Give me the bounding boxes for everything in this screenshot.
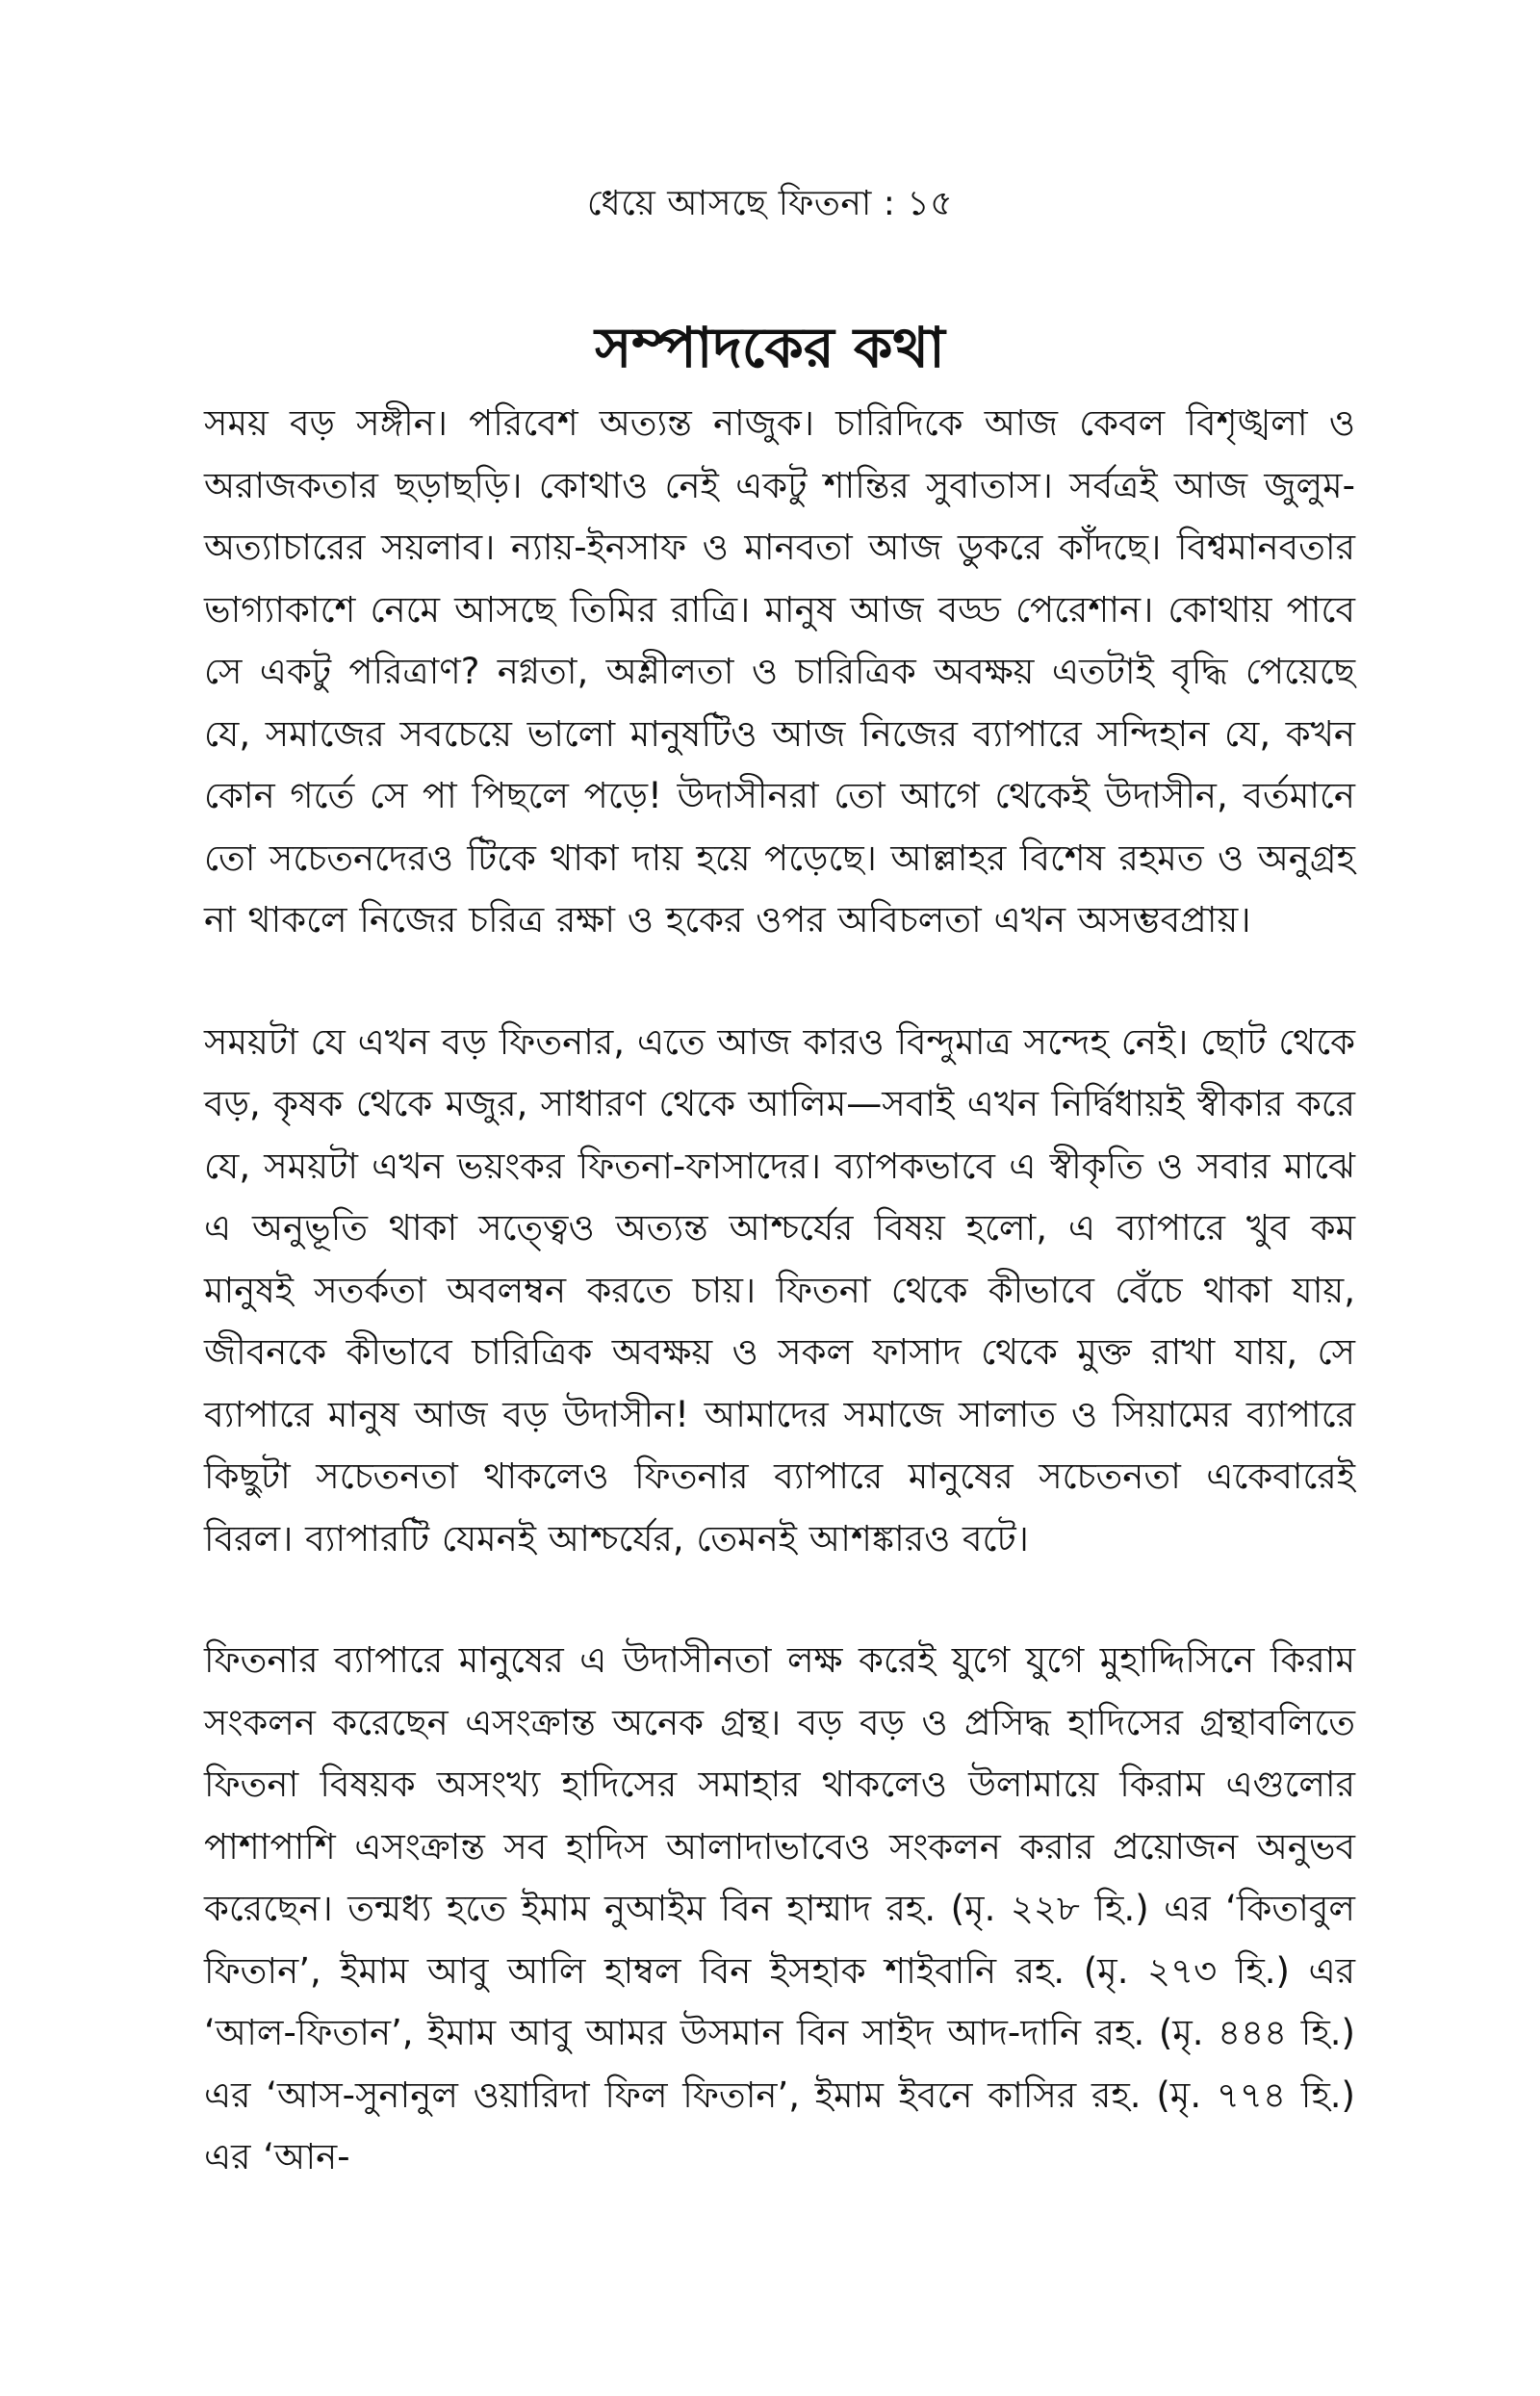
paragraph-3: ফিতনার ব্যাপারে মানুষের এ উদাসীনতা লক্ষ করেই যুগে যুগে মুহাদ্দিসিনে কিরাম সংকলন করেছেন এসংক্রান্ত অনেক গ্রন্থ। বড় বড় ও প্রসিদ্ধ হাদিসের গ্রন্থাবলিতে ফিতনা বিষয়ক অসংখ্য হাদিসের সমাহার থাকলেও উলামায়ে কিরাম এগুলোর পাশাপাশি এসংক্রান্ত সব হাদিস আলাদাভাবেও সংকলন করার প্রয়োজন অনুভব করেছেন। তন্মধ্য হতে ইমাম নুআইম বিন হাম্মাদ রহ. (মৃ. ২২৮ হি.) এর ‘কিতাবুল ফিতান’, ইমাম আবু আলি হাম্বল বিন ইসহাক শাইবানি রহ. (মৃ. ২৭৩ হি.) এর ‘আল-ফিতান’, ইমাম আবু আমর উসমান বিন সাইদ আদ-দানি রহ. (মৃ. ৪৪৪ হি.) এর ‘আস-সুনানুল ওয়ারিদা ফিল ফিতান’, ইমাম ইবনে কাসির রহ. (মৃ. ৭৭৪ হি.) এর ‘আন- — [204, 1639, 1355, 2177]
body-text — [204, 393, 1355, 2189]
paragraph-1: সময় বড় সঙ্গীন। পরিবেশ অত্যন্ত নাজুক। চারিদিকে আজ কেবল বিশৃঙ্খলা ও অরাজকতার ছড়াছড়ি। কোথাও নেই একটু শান্তির সুবাতাস। সর্বত্রই আজ জুলুম-অত্যাচারের সয়লাব। ন্যায়-ইনসাফ ও মানবতা আজ ডুকরে কাঁদছে। বিশ্বমানবতার ভাগ্যাকাশে নেমে আসছে তিমির রাত্রি। মানুষ আজ বড্ড পেরেশান। কোথায় পাবে সে একটু পরিত্রাণ? নগ্নতা, অশ্লীলতা ও চারিত্রিক অবক্ষয় এতটাই বৃদ্ধি পেয়েছে যে, সমাজের সবচেয়ে ভালো মানুষটিও আজ নিজের ব্যাপারে সন্দিহান যে, কখন কোন গর্তে সে পা পিছলে পড়ে! উদাসীনরা তো আগে থেকেই উদাসীন, বর্তমানে তো সচেতনদেরও টিকে থাকা দায় হয়ে পড়েছে। আল্লাহর বিশেষ রহমত ও অনুগ্রহ না থাকলে নিজের চরিত্র রক্ষা ও হকের ওপর অবিচলতা এখন অসম্ভবপ্রায়। — [204, 402, 1355, 940]
chapter-title: সম্পাদকের কথা — [595, 314, 945, 380]
paragraph-2: সময়টা যে এখন বড় ফিতনার, এতে আজ কারও বিন্দুমাত্র সন্দেহ নেই। ছোট থেকে বড়, কৃষক থেকে মজুর, সাধারণ থেকে আলিম—সবাই এখন নির্দ্বিধায়ই স্বীকার করে যে, সময়টা এখন ভয়ংকর ফিতনা-ফাসাদের। ব্যাপকভাবে এ স্বীকৃতি ও সবার মাঝে এ অনুভূতি থাকা সত্ত্বেও অত্যন্ত আশ্চর্যের বিষয় হলো, এ ব্যাপারে খুব কম মানুষই সতর্কতা অবলম্বন করতে চায়। ফিতনা থেকে কীভাবে বেঁচে থাকা যায়, জীবনকে কীভাবে চারিত্রিক অবক্ষয় ও সকল ফাসাদ থেকে মুক্ত রাখা যায়, সে ব্যাপারে মানুষ আজ বড় উদাসীন! আমাদের সমাজে সালাত ও সিয়ামের ব্যাপারে কিছুটা সচেতনতা থাকলেও ফিতনার ব্যাপারে মানুষের সচেতনতা একেবারেই বিরল। ব্যাপারটি যেমনই আশ্চর্যের, তেমনই আশঙ্কারও বটে। — [204, 1020, 1355, 1559]
running-header: ধেয়ে আসছে ফিতনা : ১৫ — [586, 184, 954, 223]
